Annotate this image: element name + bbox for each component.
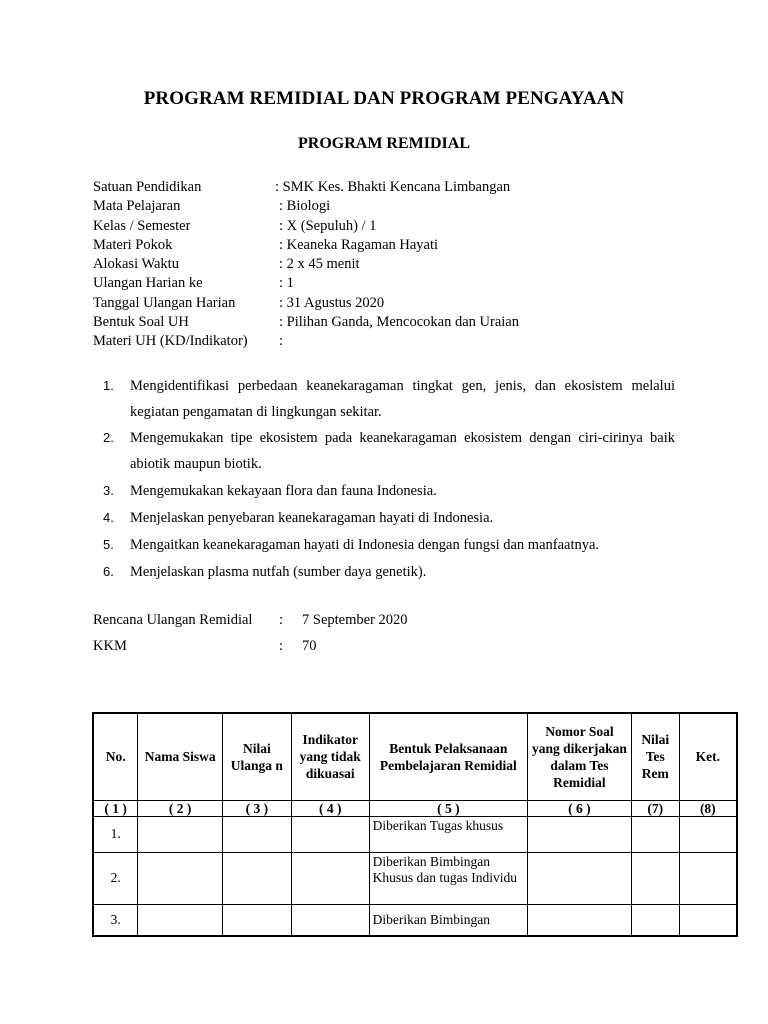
header-cell: Nilai Tes Rem: [631, 713, 679, 800]
table-cell: [528, 904, 632, 936]
info-label: Materi Pokok: [93, 236, 173, 253]
remedial-form-cell: Diberikan Bimbingan Khusus dan tugas Individu: [369, 852, 527, 904]
list-item: [93, 559, 675, 585]
remedial-form-cell: Diberikan Bimbingan: [369, 904, 527, 936]
info-value: : SMK Kes. Bhakti Kencana Limbangan: [275, 179, 511, 195]
row-number: 3.: [93, 904, 138, 936]
table-cell: [679, 852, 737, 904]
table-row: [93, 816, 737, 852]
header-cell: Nilai Ulanga n: [222, 713, 291, 800]
table-cell: [222, 816, 291, 852]
table-cell: [291, 816, 369, 852]
table-cell: [679, 816, 737, 852]
list-item: [93, 505, 675, 531]
info-label: Bentuk Soal UH: [93, 314, 189, 331]
table-cell: [528, 852, 632, 904]
column-number-row: [93, 800, 737, 816]
info-label: Satuan Pendidikan: [93, 179, 202, 195]
info-value: :: [279, 333, 284, 350]
list-number: 4.: [103, 510, 114, 525]
header-cell: Ket.: [679, 713, 737, 800]
info-label: Mata Pelajaran: [93, 198, 181, 215]
column-number: (8): [679, 800, 737, 816]
list-text: Mengidentifikasi perbedaan keanekaragaman tingkat gen, jenis, dan ekosistem melalui kegiatan pengamatan di lingkungan sekitar.: [130, 378, 675, 420]
row-number: 2.: [93, 852, 138, 904]
kkm-colon: :: [279, 638, 284, 654]
info-value: : Keaneka Ragaman Hayati: [279, 236, 439, 253]
table-cell: [631, 816, 679, 852]
header-cell: Bentuk Pelaksanaan Pembelajaran Remidial: [369, 713, 527, 800]
table-cell: [138, 904, 223, 936]
info-value: : 31 Agustus 2020: [279, 294, 385, 311]
kkm-label: KKM: [93, 638, 127, 654]
table-cell: [138, 852, 223, 904]
column-number: (7): [631, 800, 679, 816]
remedial-date-label: Rencana Ulangan Remidial: [93, 612, 253, 628]
list-number: 3.: [103, 483, 114, 498]
column-number: ( 5 ): [369, 800, 527, 816]
column-number: ( 1 ): [93, 800, 138, 816]
table-cell: [138, 816, 223, 852]
table-cell: [679, 904, 737, 936]
list-text: Mengaitkan keanekaragaman hayati di Indonesia dengan fungsi dan manfaatnya.: [130, 537, 600, 553]
info-value: : 1: [279, 275, 294, 292]
table-header-row: [93, 713, 737, 800]
table-cell: [222, 904, 291, 936]
list-item: [93, 373, 675, 425]
column-number: ( 3 ): [222, 800, 291, 816]
info-value: : X (Sepuluh) / 1: [279, 217, 377, 234]
info-label: Kelas / Semester: [93, 217, 191, 234]
list-item: [93, 425, 675, 477]
indicator-list: [93, 373, 675, 585]
table-cell: [291, 852, 369, 904]
info-label: Alokasi Waktu: [93, 256, 179, 273]
header-cell: Nomor Soal yang dikerjakan dalam Tes Remidial: [528, 713, 632, 800]
table-cell: [291, 904, 369, 936]
info-label: Materi UH (KD/Indikator): [93, 333, 248, 350]
header-cell: Nama Siswa: [138, 713, 223, 800]
table-cell: [631, 904, 679, 936]
row-number: 1.: [93, 816, 138, 852]
info-value: : Biologi: [279, 198, 331, 215]
kkm-value: 70: [302, 638, 317, 654]
info-value: : 2 x 45 menit: [279, 256, 360, 273]
list-number: 5.: [103, 537, 114, 552]
header-cell: No.: [93, 713, 138, 800]
list-item: [93, 532, 675, 558]
table-row: [93, 852, 737, 904]
info-value: : Pilihan Ganda, Mencocokan dan Uraian: [279, 314, 519, 331]
column-number: ( 4 ): [291, 800, 369, 816]
table-cell: [222, 852, 291, 904]
info-label: Tanggal Ulangan Harian: [93, 294, 236, 311]
list-text: Menjelaskan plasma nutfah (sumber daya genetik).: [130, 564, 427, 580]
list-item: [93, 478, 675, 504]
section-title: PROGRAM REMIDIAL: [298, 135, 470, 152]
table-cell: [631, 852, 679, 904]
remedial-form-cell: Diberikan Tugas khusus: [369, 816, 527, 852]
list-number: 6.: [103, 564, 114, 579]
info-label: Ulangan Harian ke: [93, 275, 203, 292]
remedial-table: [92, 712, 738, 937]
list-number: 1.: [103, 378, 114, 393]
list-text: Mengemukakan kekayaan flora dan fauna Indonesia.: [130, 483, 437, 499]
table-cell: [528, 816, 632, 852]
remedial-date-value: 7 September 2020: [302, 612, 408, 628]
table-row: [93, 904, 737, 936]
remedial-date-colon: :: [279, 612, 284, 628]
page-title: PROGRAM REMIDIAL DAN PROGRAM PENGAYAAN: [143, 88, 625, 109]
list-number: 2.: [103, 430, 114, 445]
column-number: ( 6 ): [528, 800, 632, 816]
list-text: Mengemukakan tipe ekosistem pada keanekaragaman ekosistem dengan ciri-cirinya baik abiotik maupun biotik.: [130, 430, 675, 472]
list-text: Menjelaskan penyebaran keanekaragaman hayati di Indonesia.: [130, 510, 494, 526]
column-number: ( 2 ): [138, 800, 223, 816]
header-cell: Indikator yang tidak dikuasai: [291, 713, 369, 800]
